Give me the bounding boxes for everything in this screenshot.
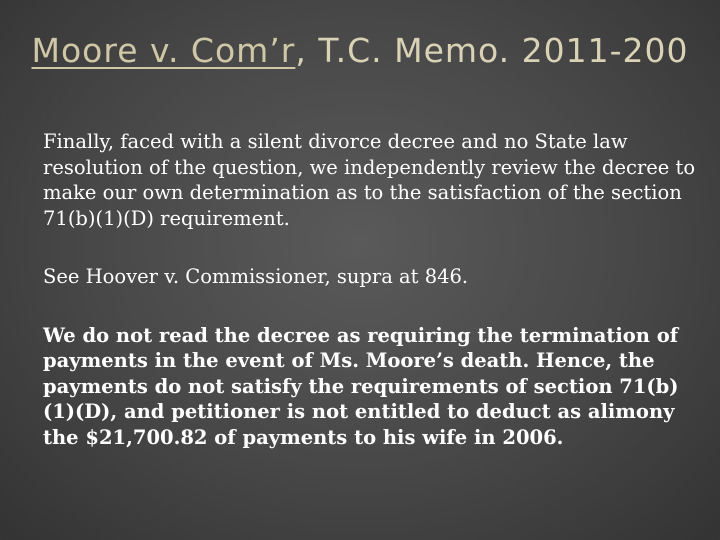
body-paragraph-see-hoover: See Hoover v. Commissioner, supra at 846. [43,265,469,288]
case-citation: , T.C. Memo. 2011-200 [295,31,689,70]
body-paragraph-finally: Finally, faced with a silent divorce decree and no State law resolution of the question, we independently review the decree to make our own determination as to the satisfaction of the section 71(b)(1)(D) requirement. [43,130,696,230]
case-title-link[interactable]: Moore v. Com’r [31,31,296,70]
body-paragraph-holding: We do not read the decree as requiring the termination of payments in the event of Ms. Moore’s death. Hence, the payments do not satisfy the requirements of section 71(b)(1)(D), and petitioner is not entitled to deduct as alimony the $21,700.82 of payments to his wife in 2006. [43,323,679,449]
slide-body [43,129,703,450]
slide-title [0,28,720,74]
